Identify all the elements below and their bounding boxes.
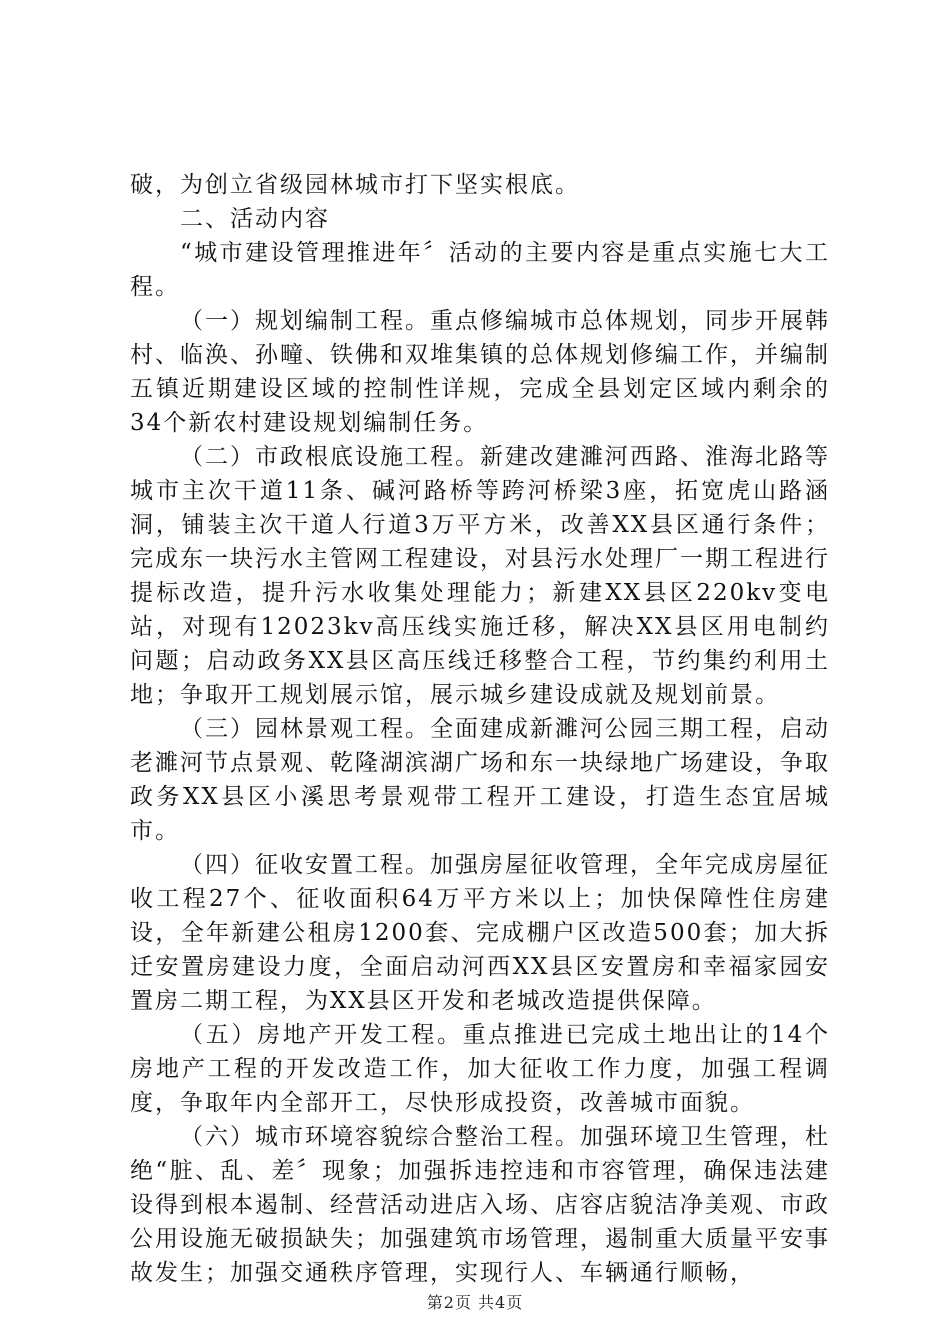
page-number-footer: 第2页 共4页 [426, 1293, 524, 1312]
section-heading: 二、活动内容 [180, 206, 330, 232]
paragraph-item-4: （四）征收安置工程。加强房屋征收管理，全年完成房屋征收工程27个、征收面积64万平方米以上；加快保障性住房建设，全年新建公租房1200套、完成棚户区改造500套；加大拆迁安置房建设力度，全面启动河西XX县区安置房和幸福家园安置房二期工程，为XX县区开发和老城改造提供保障。 [130, 852, 830, 1014]
paragraph-item-3: （三）园林景观工程。全面建成新濉河公园三期工程，启动老濉河节点景观、乾隆湖滨湖广场和东一块绿地广场建设，争取政务XX县区小溪思考景观带工程开工建设，打造生态宜居城市。 [130, 716, 830, 844]
paragraph-intro: “城市建设管理推进年〞活动的主要内容是重点实施七大工程。 [130, 240, 830, 300]
paragraph-item-2: （二）市政根底设施工程。新建改建濉河西路、淮海北路等城市主次干道11条、碱河路桥等跨河桥梁3座，拓宽虎山路涵洞，铺装主次干道人行道3万平方米，改善XX县区通行条件；完成东一块污水主管网工程建设，对县污水处理厂一期工程进行提标改造，提升污水收集处理能力；新建XX县区220kv变电站，对现有12023kv高压线实施迁移，解决XX县区用电制约问题；启动政务XX县区高压线迁移整合工程，节约集约利用土地；争取开工规划展示馆，展示城乡建设成就及规划前景。 [130, 444, 830, 708]
document-body [130, 168, 830, 1290]
paragraph-item-1: （一）规划编制工程。重点修编城市总体规划，同步开展韩村、临涣、孙疃、铁佛和双堆集镇的总体规划修编工作，并编制五镇近期建设区域的控制性详规，完成全县划定区域内剩余的34个新农村建设规划编制任务。 [130, 308, 830, 436]
paragraph-item-5: （五）房地产开发工程。重点推进已完成土地出让的14个房地产工程的开发改造工作，加大征收工作力度，加强工程调度，争取年内全部开工，尽快形成投资，改善城市面貌。 [130, 1022, 830, 1116]
paragraph-item-6: （六）城市环境容貌综合整治工程。加强环境卫生管理，杜绝“脏、乱、差〞现象；加强拆违控违和市容管理，确保违法建设得到根本遏制、经营活动进店入场、店容店貌洁净美观、市政公用设施无破损缺失；加强建筑市场管理，遏制重大质量平安事故发生；加强交通秩序管理，实现行人、车辆通行顺畅， [130, 1124, 830, 1286]
paragraph-continuation: 破，为创立省级园林城市打下坚实根底。 [130, 172, 580, 198]
